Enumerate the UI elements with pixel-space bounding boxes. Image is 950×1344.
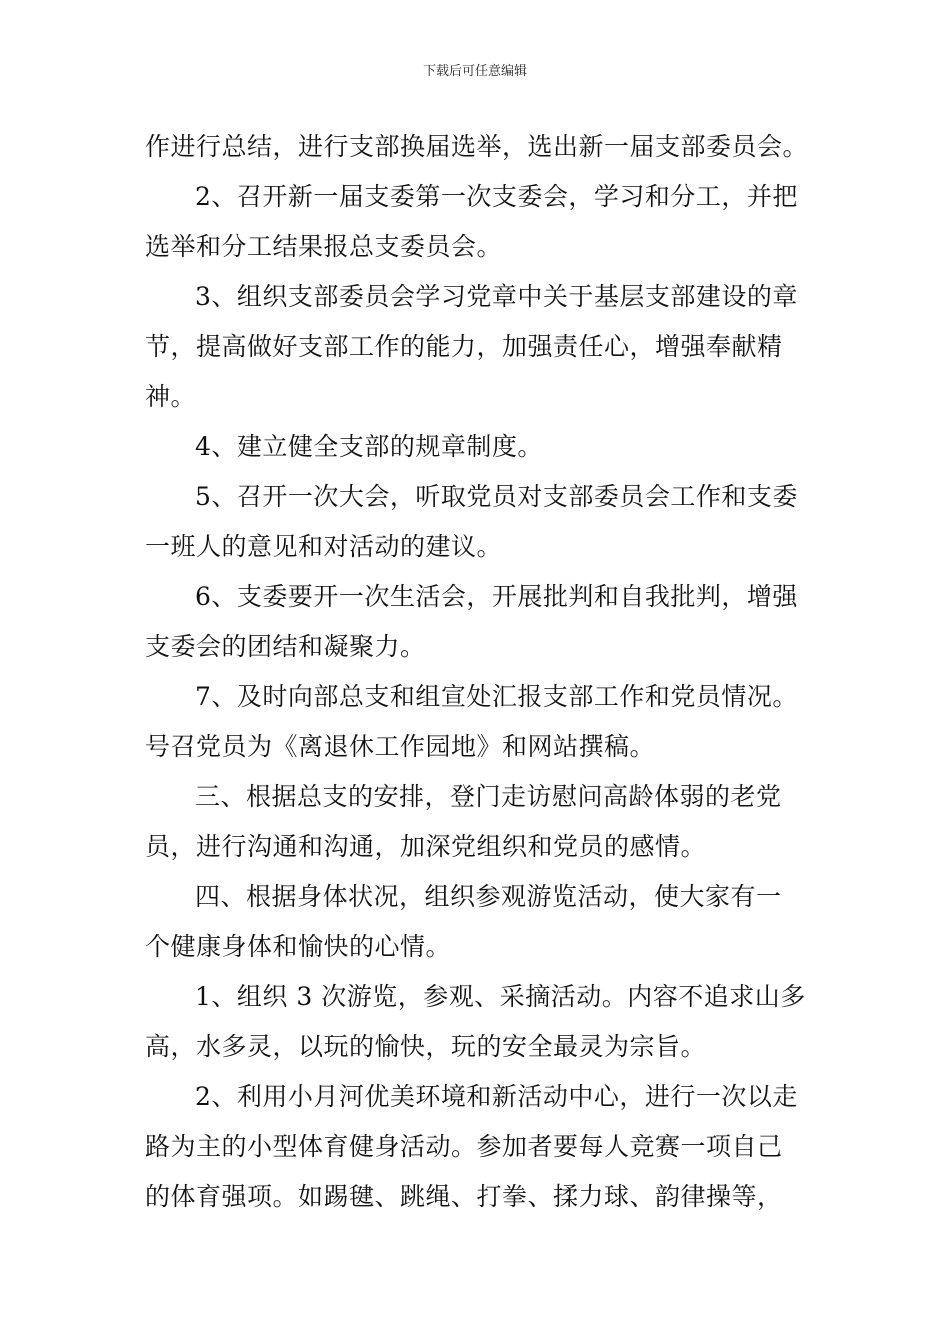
text-line: 高，水多灵，以玩的愉快，玩的安全最灵为宗旨。 bbox=[145, 1032, 707, 1061]
page-header: 下载后可任意编辑 bbox=[422, 64, 527, 79]
document-body bbox=[145, 122, 807, 1222]
text-line: 5、召开一次大会，听取党员对支部委员会工作和支委 bbox=[195, 482, 798, 511]
text-line: 四、根据身体状况，组织参观游览活动，使大家有一 bbox=[195, 882, 782, 911]
text-line: 6、支委要开一次生活会，开展批判和自我批判，增强 bbox=[195, 582, 798, 611]
text-line: 的体育强项。如踢毽、跳绳、打拳、揉力球、韵律操等， bbox=[145, 1182, 783, 1211]
text-line: 路为主的小型体育健身活动。参加者要每人竞赛一项自己 bbox=[145, 1132, 783, 1161]
text-line: 节，提高做好支部工作的能力，加强责任心，增强奉献精 bbox=[145, 332, 783, 361]
text-line: 2、利用小月河优美环境和新活动中心，进行一次以走 bbox=[195, 1082, 798, 1111]
text-line: 2、召开新一届支委第一次支委会，学习和分工，并把 bbox=[195, 182, 798, 211]
text-line: 7、及时向部总支和组宣处汇报支部工作和党员情况。 bbox=[195, 682, 798, 711]
text-line: 支委会的团结和凝聚力。 bbox=[145, 632, 426, 661]
text-line: 4、建立健全支部的规章制度。 bbox=[195, 432, 543, 461]
text-line: 3、组织支部委员会学习党章中关于基层支部建设的章 bbox=[195, 282, 798, 311]
text-line: 神。 bbox=[145, 382, 197, 411]
text-line: 员，进行沟通和沟通，加深党组织和党员的感情。 bbox=[145, 832, 707, 861]
text-line: 号召党员为《离退休工作园地》和网站撰稿。 bbox=[145, 732, 656, 761]
text-line: 个健康身体和愉快的心情。 bbox=[145, 932, 452, 961]
text-line: 1、组织 3 次游览，参观、采摘活动。内容不追求山多 bbox=[195, 982, 806, 1011]
text-line: 选举和分工结果报总支委员会。 bbox=[145, 232, 503, 261]
text-line: 作进行总结，进行支部换届选举，选出新一届支部委员会。 bbox=[145, 132, 809, 161]
text-line: 三、根据总支的安排，登门走访慰问高龄体弱的老党 bbox=[195, 782, 782, 811]
text-line: 一班人的意见和对活动的建议。 bbox=[145, 532, 503, 561]
